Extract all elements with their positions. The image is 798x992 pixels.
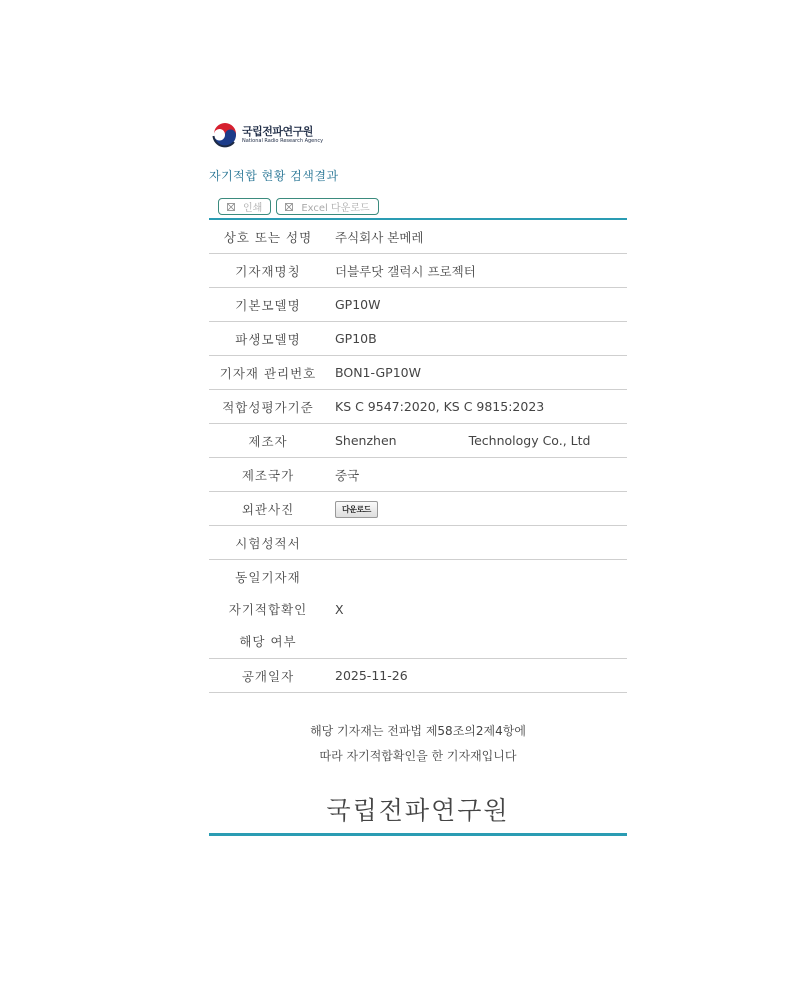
logo-name-ko: 국립전파연구원 xyxy=(242,125,313,138)
footer-org-name: 국립전파연구원 xyxy=(326,796,510,825)
mgmt-number-value: BON1-GP10W xyxy=(335,365,421,380)
row-product-name xyxy=(209,254,627,288)
standard-label: 적합성평가기준 xyxy=(222,399,314,415)
company-label: 상호 또는 성명 xyxy=(223,229,313,245)
manufacturer-value xyxy=(327,433,627,448)
test-report-label: 시험성적서 xyxy=(235,535,301,551)
manufacturer-value-b: Technology Co., Ltd xyxy=(468,433,591,448)
same-equipment-label-2: 자기적합확인 xyxy=(228,602,308,617)
page-container xyxy=(209,120,627,836)
excel-download-button[interactable] xyxy=(276,198,378,215)
base-model-value: GP10W xyxy=(335,297,381,312)
logo-text xyxy=(242,126,323,144)
manufacturer-label: 제조자 xyxy=(248,433,288,449)
same-equipment-label-1: 동일기자재 xyxy=(235,570,301,585)
row-country xyxy=(209,458,627,492)
row-photo xyxy=(209,492,627,526)
derived-model-value: GP10B xyxy=(335,331,377,346)
row-standard xyxy=(209,390,627,424)
manufacturer-value-a: Shenzhen xyxy=(335,433,397,448)
print-label: 인쇄 xyxy=(243,203,263,214)
print-icon xyxy=(227,203,235,211)
standard-value: KS C 9547:2020, KS C 9815:2023 xyxy=(335,399,545,414)
product-name-value: 더블루닷 갤럭시 프로젝터 xyxy=(335,263,476,279)
row-test-report xyxy=(209,526,627,560)
logo-name-en: National Radio Research Agency xyxy=(242,138,324,144)
row-same-equipment xyxy=(209,560,627,659)
row-base-model xyxy=(209,288,627,322)
row-public-date xyxy=(209,659,627,693)
product-name-label: 기자재명칭 xyxy=(235,263,301,279)
country-label: 제조국가 xyxy=(241,467,295,483)
taegeuk-logo-icon xyxy=(212,122,238,148)
row-company xyxy=(209,220,627,254)
mgmt-number-label: 기자재 관리번호 xyxy=(219,365,317,381)
details-table xyxy=(209,218,627,693)
photo-download-button[interactable]: 다운로드 xyxy=(335,501,378,518)
footer-divider xyxy=(209,833,627,836)
public-date-label: 공개일자 xyxy=(241,668,295,684)
legal-note-line-1: 해당 기자재는 전파법 제58조의2제4항에 xyxy=(310,724,526,738)
legal-note xyxy=(209,719,627,769)
same-equipment-label-3: 해당 여부 xyxy=(239,634,297,649)
page-title: 자기적합 현황 검색결과 xyxy=(209,169,339,183)
row-mgmt-number xyxy=(209,356,627,390)
same-equipment-value: X xyxy=(335,601,344,617)
company-value: 주식회사 본메레 xyxy=(335,229,424,245)
country-value: 중국 xyxy=(335,467,360,483)
photo-label: 외관사진 xyxy=(241,501,295,517)
legal-note-line-2: 따라 자기적합확인을 한 기자재입니다 xyxy=(319,749,517,763)
photo-value xyxy=(327,500,627,518)
derived-model-label: 파생모델명 xyxy=(235,331,301,347)
base-model-label: 기본모델명 xyxy=(235,297,301,313)
agency-logo xyxy=(212,120,627,150)
excel-label: Excel 다운로드 xyxy=(301,203,370,214)
row-manufacturer xyxy=(209,424,627,458)
public-date-value: 2025-11-26 xyxy=(335,668,408,683)
row-derived-model xyxy=(209,322,627,356)
print-button[interactable] xyxy=(218,198,271,215)
toolbar xyxy=(209,198,627,215)
excel-icon xyxy=(285,203,293,211)
same-equipment-label xyxy=(209,568,327,650)
